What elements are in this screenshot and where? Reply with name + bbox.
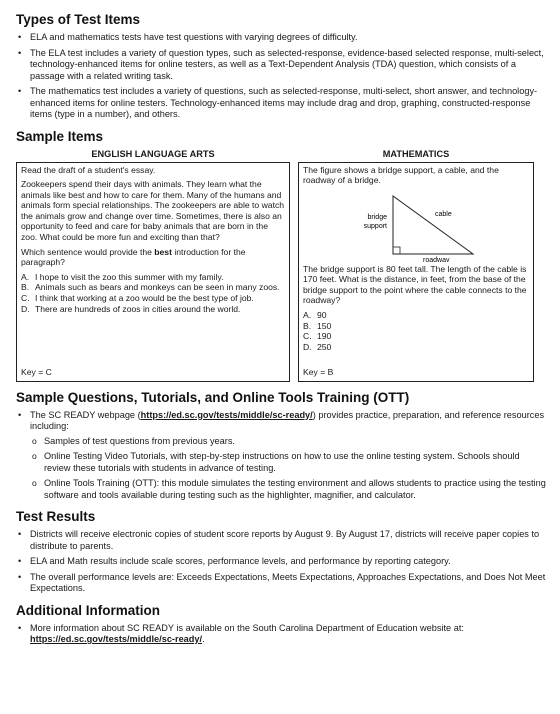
ela-option-a: A. I hope to visit the zoo this summer with my family. — [21, 271, 224, 282]
math-label: MATHEMATICS — [382, 148, 450, 159]
ela-label: ENGLISH LANGUAGE ARTS — [91, 148, 215, 159]
bridge-triangle-diagram — [303, 190, 529, 262]
math-option-b: B. 150 — [303, 320, 332, 331]
ott-sub-2: o Online Testing Video Tutorials, with step-by-step instructions on how to use the online testing system. Schools should review these tutorials with students in advance of testing. — [30, 451, 548, 474]
ott-sublist — [30, 436, 548, 502]
roadway-label: roadway — [423, 256, 450, 262]
math-option-a: A. 90 — [303, 310, 327, 321]
results-bullet-1: • Districts will receive electronic copies of student score reports by August 9. By August 17, districts will receive paper copies to distribute to parents. — [16, 529, 548, 552]
bridge-figure — [303, 190, 529, 264]
support-label: support — [363, 222, 387, 230]
ott-heading: Sample Questions, Tutorials, and Online Tools Training (OTT) — [16, 389, 410, 405]
math-answer-key: Key = B — [303, 366, 334, 377]
ela-option-d: D. There are hundreds of zoos in cities around the world. — [21, 303, 241, 314]
ott-sub-1: o Samples of test questions from previous years. — [30, 436, 548, 448]
types-bullet-3: • The mathematics test includes a variety of questions, such as selected-response, multi-select, short answer, and technology-enhanced items for online testers. Technology-enhanced items may include drag and drop, graphing, constructed-response items (type in a number), and others. — [16, 86, 548, 121]
sample-items — [16, 149, 548, 382]
sc-ready-link[interactable]: https://ed.sc.gov/tests/middle/sc-ready/ — [140, 409, 313, 420]
math-question: The bridge support is 80 feet tall. The length of the cable is 170 feet. What is the distance, in feet, from the base of the bridge support to the point where the cable connects to the roadway? — [303, 263, 527, 306]
ela-question-emphasis: best — [154, 246, 172, 257]
ott-list — [16, 410, 548, 502]
math-intro: The figure shows a bridge support, a cable, and the roadway of a bridge. — [303, 164, 499, 186]
ela-column — [16, 149, 290, 382]
types-bullet-2: • The ELA test includes a variety of question types, such as selected-response, evidence-based selected response, multi-select, technology-enhanced items for online testers, as well as a Text-Dependent Analysis (TDA) question, which consists of a passage with a related writing task. — [16, 48, 548, 83]
math-option-c: C. 190 — [303, 331, 332, 342]
math-option-d: D. 250 — [303, 341, 332, 352]
ott-sub-3: o Online Tools Training (OTT): this module simulates the testing environment and allows students to practice using the testing software and tools available during testing such as the highlighter, magnifier, and calculator. — [30, 478, 548, 501]
types-bullet-1: • ELA and mathematics tests have test questions with varying degrees of difficulty. — [16, 32, 548, 44]
math-sample-box — [298, 162, 534, 382]
cable-label: cable — [435, 210, 452, 218]
types-heading: Types of Test Items — [16, 12, 141, 27]
results-bullet-3: • The overall performance levels are: Exceeds Expectations, Meets Expectations, Approaches Expectations, and Does Not Meet Expectations. — [16, 572, 548, 595]
additional-heading: Additional Information — [16, 602, 160, 618]
ela-passage: Zookeepers spend their days with animals. They learn what the animals like best and how to care for them. Many of the humans and animals form special relationships. The zookeepers are able to watch the animals grow and change over time. Sometimes, there is also an opportunity to feed and care for baby animals that are born in the zoo. What could be more fun and exciting than that? — [21, 179, 285, 243]
results-heading: Test Results — [16, 509, 96, 524]
types-list — [16, 32, 548, 121]
ela-answer-key: Key = C — [21, 366, 52, 377]
ela-option-b: B. Animals such as bears and monkeys can be seen in many zoos. — [21, 282, 280, 293]
results-bullet-2: • ELA and Math results include scale scores, performance levels, and performance by reporting category. — [16, 556, 548, 568]
ela-question: Which sentence would provide the best introduction for the paragraph? — [21, 246, 246, 268]
results-list — [16, 529, 548, 595]
sc-ready-link-2[interactable]: https://ed.sc.gov/tests/middle/sc-ready/ — [30, 634, 203, 644]
bridge-label: bridge — [367, 213, 387, 221]
additional-list — [16, 623, 548, 646]
ela-option-c: C. I think that working at a zoo would be the best type of job. — [21, 293, 254, 304]
additional-bullet: • More information about SC READY is available on the South Carolina Department of Education website at: https://ed.sc.gov/tests/middle/sc-ready/. — [16, 623, 548, 646]
ela-intro: Read the draft of a student's essay. — [21, 164, 156, 175]
math-column — [298, 149, 534, 382]
sample-items-heading: Sample Items — [16, 128, 104, 144]
ott-bullet: • The SC READY webpage (https://ed.sc.gov/tests/middle/sc-ready/) provides practice, preparation, and reference resources including: o Samples of test questions from previous years. o Online Testing Video Tutorials, with step-by-step instructions on how to use the online testing system. Schools should review these tutorials with students in advance of testing. o Online Tools Training (OTT): this module simulates the testing environment and allows students to practice using the testing software and tools available during testing such as the highlighter, magnifier, and calculator. — [16, 410, 548, 502]
ela-sample-box — [16, 162, 290, 382]
